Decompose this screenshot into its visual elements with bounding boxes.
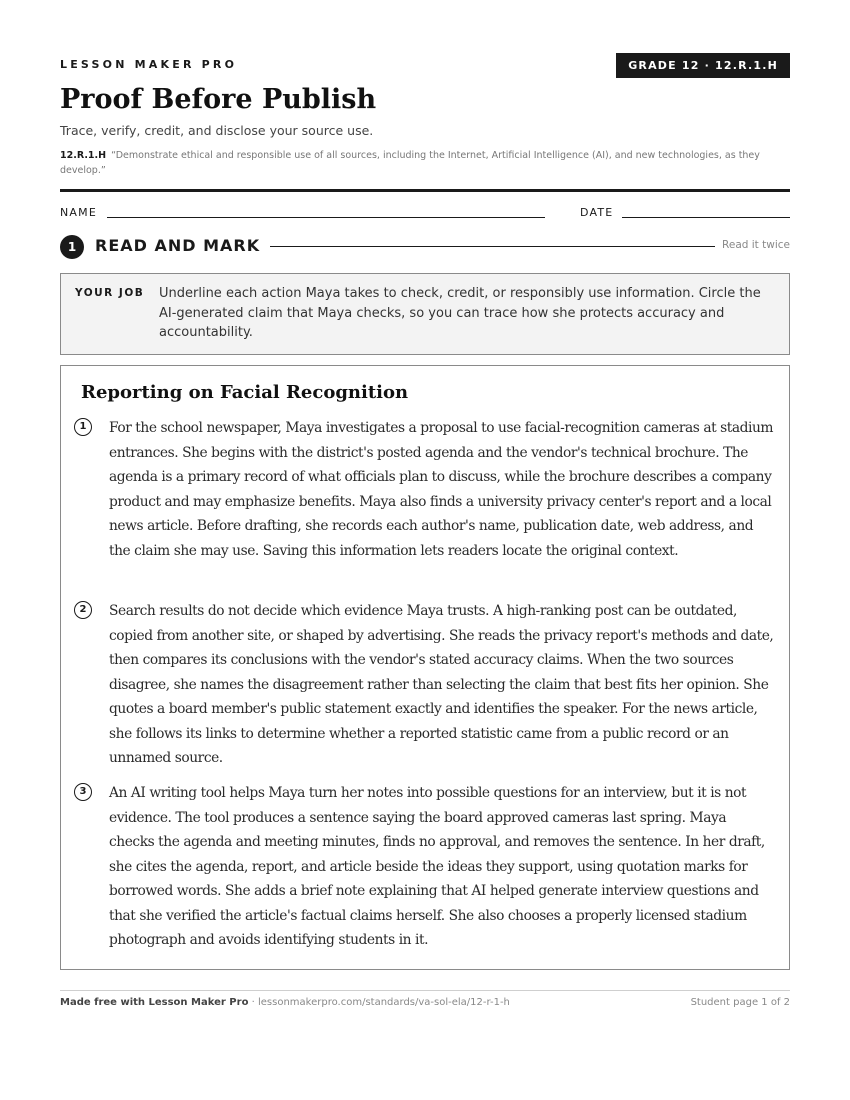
standard-code: 12.R.1.H bbox=[60, 150, 107, 161]
standard-statement bbox=[60, 148, 790, 178]
brand-label: LESSON MAKER PRO bbox=[60, 58, 238, 71]
your-job-label: YOUR JOB bbox=[75, 287, 145, 299]
section-number: 1 bbox=[60, 235, 84, 259]
footer-credit bbox=[60, 997, 510, 1008]
your-job-instructions: Underline each action Maya takes to check, credit, or responsibly use information. Circle the AI-generated claim that Maya checks, so you can trace how she protects accuracy and accountability. bbox=[159, 286, 761, 340]
paragraph-number: 1 bbox=[74, 418, 92, 436]
date-label: DATE bbox=[580, 206, 614, 219]
paragraph-number: 3 bbox=[74, 783, 92, 801]
reading-passage bbox=[60, 365, 790, 970]
page-subtitle: Trace, verify, credit, and disclose your source use. bbox=[60, 123, 374, 138]
section-title: READ AND MARK bbox=[95, 236, 261, 255]
section-rule bbox=[270, 246, 715, 247]
footer-separator: · bbox=[248, 997, 258, 1008]
grade-badge: GRADE 12 · 12.R.1.H bbox=[616, 53, 790, 78]
paragraph-text: An AI writing tool helps Maya turn her notes into possible questions for an interview, but it is not evidence. The tool produces a sentence saying the board approved cameras last spring. Maya checks the agenda and meeting minutes, finds no approval, and removes the sentence. In her draft, she cites the agenda, report, and article beside the ideas they support, using quotation marks for borrowed words. She adds a brief note explaining that AI helped generate interview questions and that she verified the article's factual claims herself. She also chooses a properly licensed stadium photograph and avoids identifying students in it. bbox=[109, 785, 765, 948]
name-field[interactable] bbox=[107, 217, 545, 218]
date-field[interactable] bbox=[622, 217, 790, 218]
footer-divider bbox=[60, 990, 790, 991]
header-divider bbox=[60, 189, 790, 192]
paragraph-number: 2 bbox=[74, 601, 92, 619]
your-job-box bbox=[60, 273, 790, 355]
footer-made-with: Made free with Lesson Maker Pro bbox=[60, 997, 249, 1008]
standard-text: “Demonstrate ethical and responsible use of all sources, including the Internet, Artificial Intelligence (AI), and new technologies, as they develop.” bbox=[60, 150, 760, 176]
paragraph-text: For the school newspaper, Maya investigates a proposal to use facial-recognition cameras at stadium entrances. She begins with the district's posted agenda and the vendor's technical brochure. The agenda is a primary record of what officials plan to discuss, while the brochure describes a company product and may emphasize benefits. Maya also finds a university privacy center's report and a local news article. Before drafting, she records each author's name, publication date, web address, and the claim she may use. Saving this information lets readers locate the original context. bbox=[109, 420, 774, 559]
footer-page-number: Student page 1 of 2 bbox=[690, 997, 790, 1008]
name-label: NAME bbox=[60, 206, 97, 219]
page-title: Proof Before Publish bbox=[60, 84, 377, 115]
footer-url[interactable]: lessonmakerpro.com/standards/va-sol-ela/12-r-1-h bbox=[257, 997, 510, 1008]
section-note: Read it twice bbox=[722, 239, 790, 251]
paragraph-text: Search results do not decide which evidence Maya trusts. A high-ranking post can be outdated, copied from another site, or shaped by advertising. She reads the privacy report's methods and date, then compares its conclusions with the vendor's stated accuracy claims. When the two sources disagree, she names the disagreement rather than selecting the claim that best fits her opinion. She quotes a board member's public statement exactly and identifies the speaker. For the news article, she follows its links to determine whether a reported statistic came from a public record or an unnamed source. bbox=[109, 603, 774, 766]
passage-title: Reporting on Facial Recognition bbox=[81, 382, 409, 403]
